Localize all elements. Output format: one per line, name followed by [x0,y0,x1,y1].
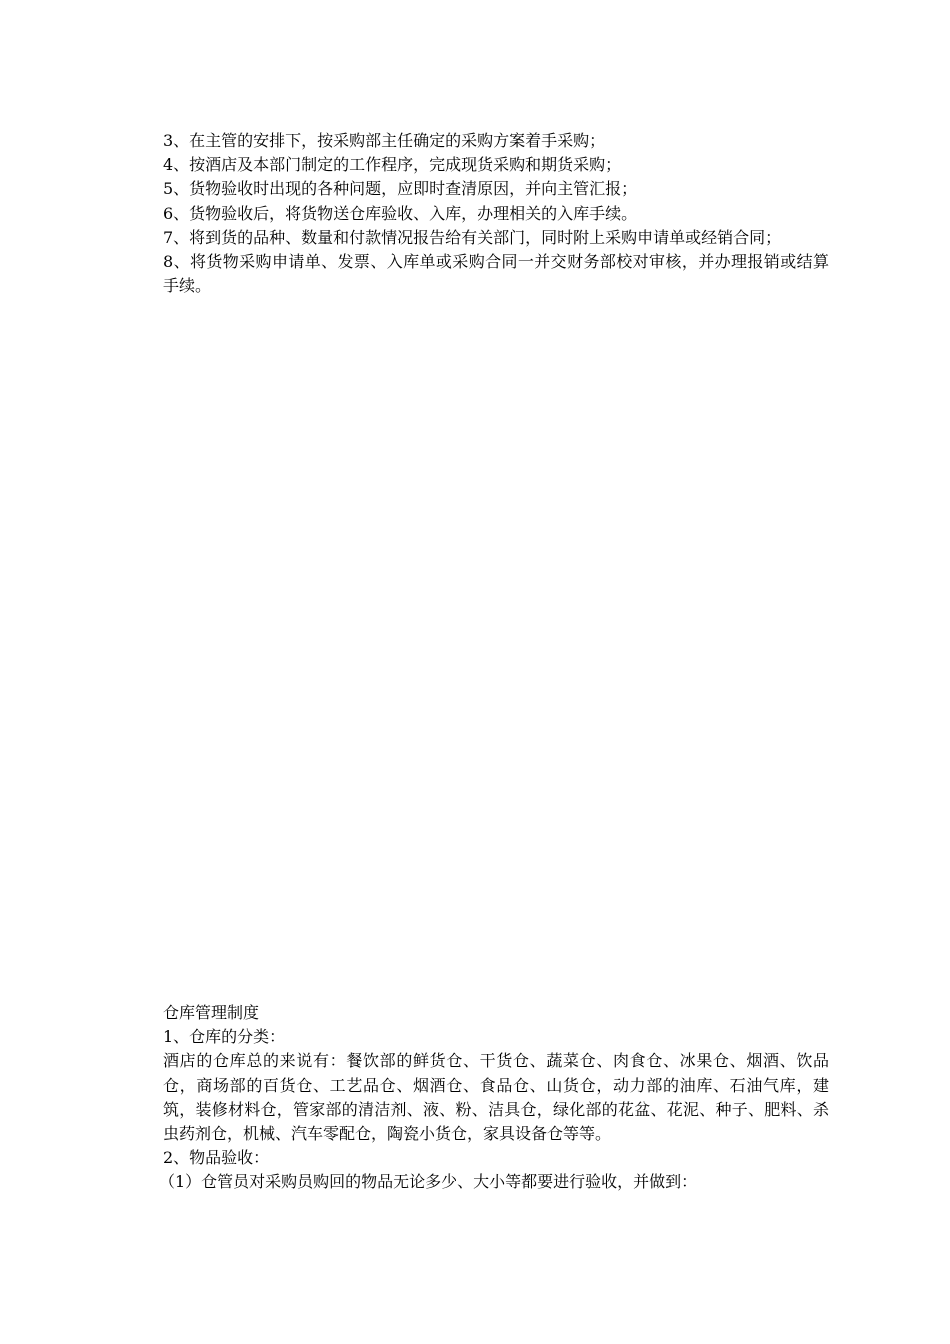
procurement-step-6: 6、货物验收后，将货物送仓库验收、入库，办理相关的入库手续。 [163,203,638,223]
procurement-step-3: 3、在主管的安排下，按采购部主任确定的采购方案着手采购； [163,131,606,150]
section-title: 仓库管理制度 [163,1003,260,1022]
procurement-step-8: 8、将货物采购申请单、发票、入库单或采购合同一并交财务部校对审核，并办理报销或结算手续。 [163,252,829,296]
warehouse-classification-heading: 1、仓库的分类： [163,1027,286,1047]
procurement-steps-section [163,129,829,298]
goods-inspection-heading: 2、物品验收： [163,1148,270,1168]
procurement-step-7: 7、将到货的品种、数量和付款情况报告给有关部门，同时附上采购申请单或经销合同； [163,227,782,247]
warehouse-management-section [159,1001,829,1195]
warehouse-classification-body: 酒店的仓库总的来说有：餐饮部的鲜货仓、干货仓、蔬菜仓、肉食仓、冰果仓、烟酒、饮品仓，商场部的百货仓、工艺品仓、烟酒仓、食品仓、山货仓，动力部的油库、石油气库，建筑，装修材料仓，管家部的清洁剂、液、粉、洁具仓，绿化部的花盆、花泥、种子、肥料、杀虫药剂仓，机械、汽车零配仓，陶瓷小货仓，家具设备仓等等。 [163,1051,829,1144]
goods-inspection-item-1: （1）仓管员对采购员购回的物品无论多少、大小等都要进行验收，并做到： [159,1172,698,1192]
procurement-step-5: 5、货物验收时出现的各种问题，应即时查清原因，并向主管汇报； [163,179,638,199]
procurement-step-4: 4、按酒店及本部门制定的工作程序，完成现货采购和期货采购； [163,155,622,175]
